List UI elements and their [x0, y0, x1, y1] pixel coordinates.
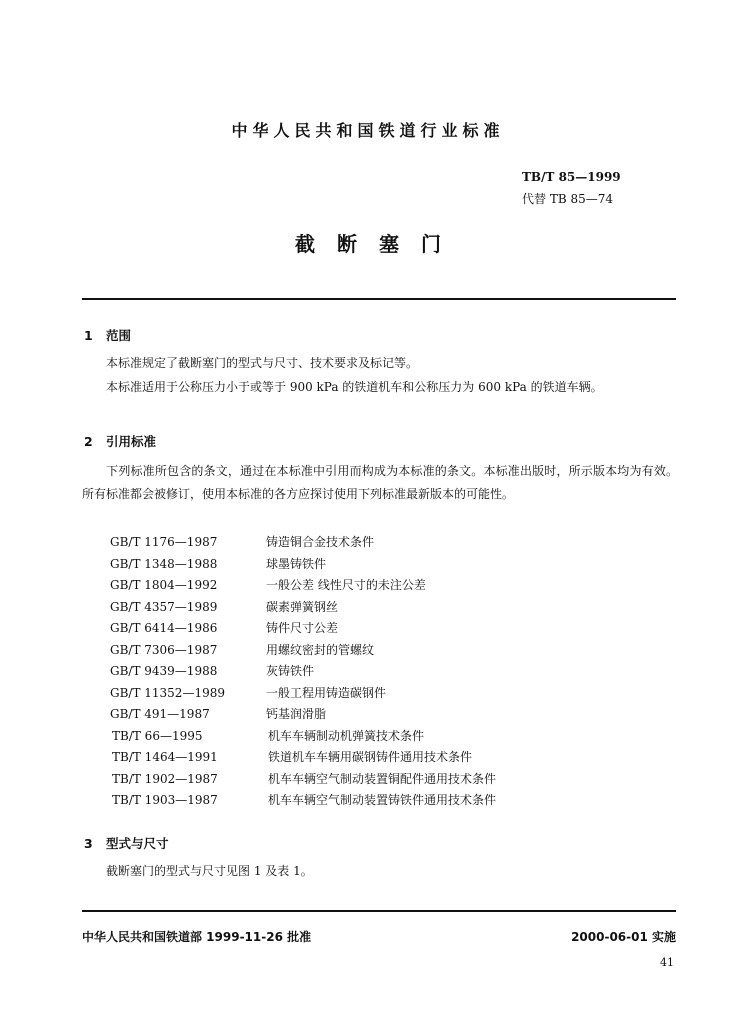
reference-code: GB/T 9439—1988: [110, 664, 218, 678]
reference-code: GB/T 1176—1987: [110, 535, 218, 549]
reference-item: [110, 683, 580, 703]
reference-code: TB/T 66—1995: [112, 728, 203, 743]
reference-item: [110, 554, 580, 574]
reference-code: TB/T 1902—1987: [112, 771, 218, 786]
reference-code: GB/T 1804—1992: [110, 578, 218, 592]
replaces-code: 代替 TB 85—74: [522, 192, 613, 206]
reference-code: GB/T 7306—1987: [110, 642, 218, 657]
approval-line: 中华人民共和国铁道部 1999-11-26 批准: [82, 930, 312, 944]
section-title: 范围: [106, 328, 132, 343]
section-number: 2: [84, 434, 93, 449]
section-title: 型式与尺寸: [106, 836, 169, 851]
section-2-heading: [84, 432, 156, 450]
reference-title: 机车车辆制动机弹簧技术条件: [268, 728, 425, 743]
paragraph-text: 本标准规定了截断塞门的型式与尺寸、技术要求及标记等。: [106, 356, 419, 370]
reference-title: 用螺纹密封的管螺纹: [266, 642, 375, 657]
reference-title: 铁道机车车辆用碳钢铸件通用技术条件: [268, 750, 473, 764]
reference-title: 钙基润滑脂: [266, 707, 327, 721]
document-title: 截断塞门: [295, 232, 463, 256]
paragraph-text: 下列标准所包含的条文，通过在本标准中引用而构成为本标准的条文。本标准出版时，所示版本均为有效。所有标准都会被修订，使用本标准的各方应探讨使用下列标准最新版本的可能性。: [82, 464, 678, 501]
header-divider: [82, 298, 676, 300]
reference-item: [110, 640, 580, 660]
reference-item: [112, 790, 582, 810]
reference-code: TB/T 1903—1987: [112, 793, 218, 807]
section-1-paragraph-2: [82, 376, 678, 399]
reference-code: GB/T 6414—1986: [110, 621, 218, 635]
standard-code: TB/T 85—1999: [522, 170, 621, 184]
section-number: 1: [84, 328, 93, 343]
section-1-heading: [84, 326, 131, 344]
reference-code: TB/T 1464—1991: [112, 750, 218, 764]
reference-title: 一般工程用铸造碳钢件: [266, 685, 387, 700]
section-title: 引用标准: [106, 434, 157, 449]
reference-item: [110, 575, 580, 595]
footer-divider: [82, 910, 676, 912]
reference-title: 一般公差 线性尺寸的未注公差: [266, 578, 426, 592]
paragraph-text: 本标准适用于公称压力小于或等于 900 kPa 的铁道机车和公称压力为 600 kPa 的铁道车辆。: [106, 380, 603, 394]
reference-item: [110, 618, 580, 638]
reference-title: 铸件尺寸公差: [266, 621, 339, 635]
section-2-paragraph-1: [82, 460, 678, 506]
reference-title: 机车车辆空气制动装置铸铁件通用技术条件: [268, 793, 497, 807]
reference-item: [112, 726, 582, 746]
standard-body-header: 中华人民共和国铁道行业标准: [231, 121, 505, 140]
section-1-paragraph-1: [82, 352, 678, 375]
section-3-heading: [84, 834, 169, 852]
reference-code: GB/T 4357—1989: [110, 599, 218, 614]
reference-title: 球墨铸铁件: [266, 556, 327, 571]
reference-code: GB/T 491—1987: [110, 707, 210, 721]
reference-code: GB/T 11352—1989: [110, 685, 225, 700]
reference-item: [110, 597, 580, 617]
reference-title: 碳素弹簧钢丝: [266, 599, 339, 614]
reference-item: [110, 704, 580, 724]
reference-title: 铸造铜合金技术条件: [266, 535, 375, 549]
reference-title: 灰铸铁件: [266, 664, 315, 678]
reference-item: [112, 769, 582, 789]
effective-date: 2000-06-01 实施: [571, 930, 676, 944]
page-number: 41: [660, 956, 674, 969]
reference-item: [112, 747, 582, 767]
reference-title: 机车车辆空气制动装置铜配件通用技术条件: [268, 771, 497, 786]
paragraph-text: 截断塞门的型式与尺寸见图 1 及表 1。: [106, 864, 313, 878]
reference-item: [110, 532, 580, 552]
reference-code: GB/T 1348—1988: [110, 556, 218, 571]
reference-item: [110, 661, 580, 681]
section-number: 3: [84, 836, 93, 851]
section-3-paragraph-1: [82, 860, 678, 883]
